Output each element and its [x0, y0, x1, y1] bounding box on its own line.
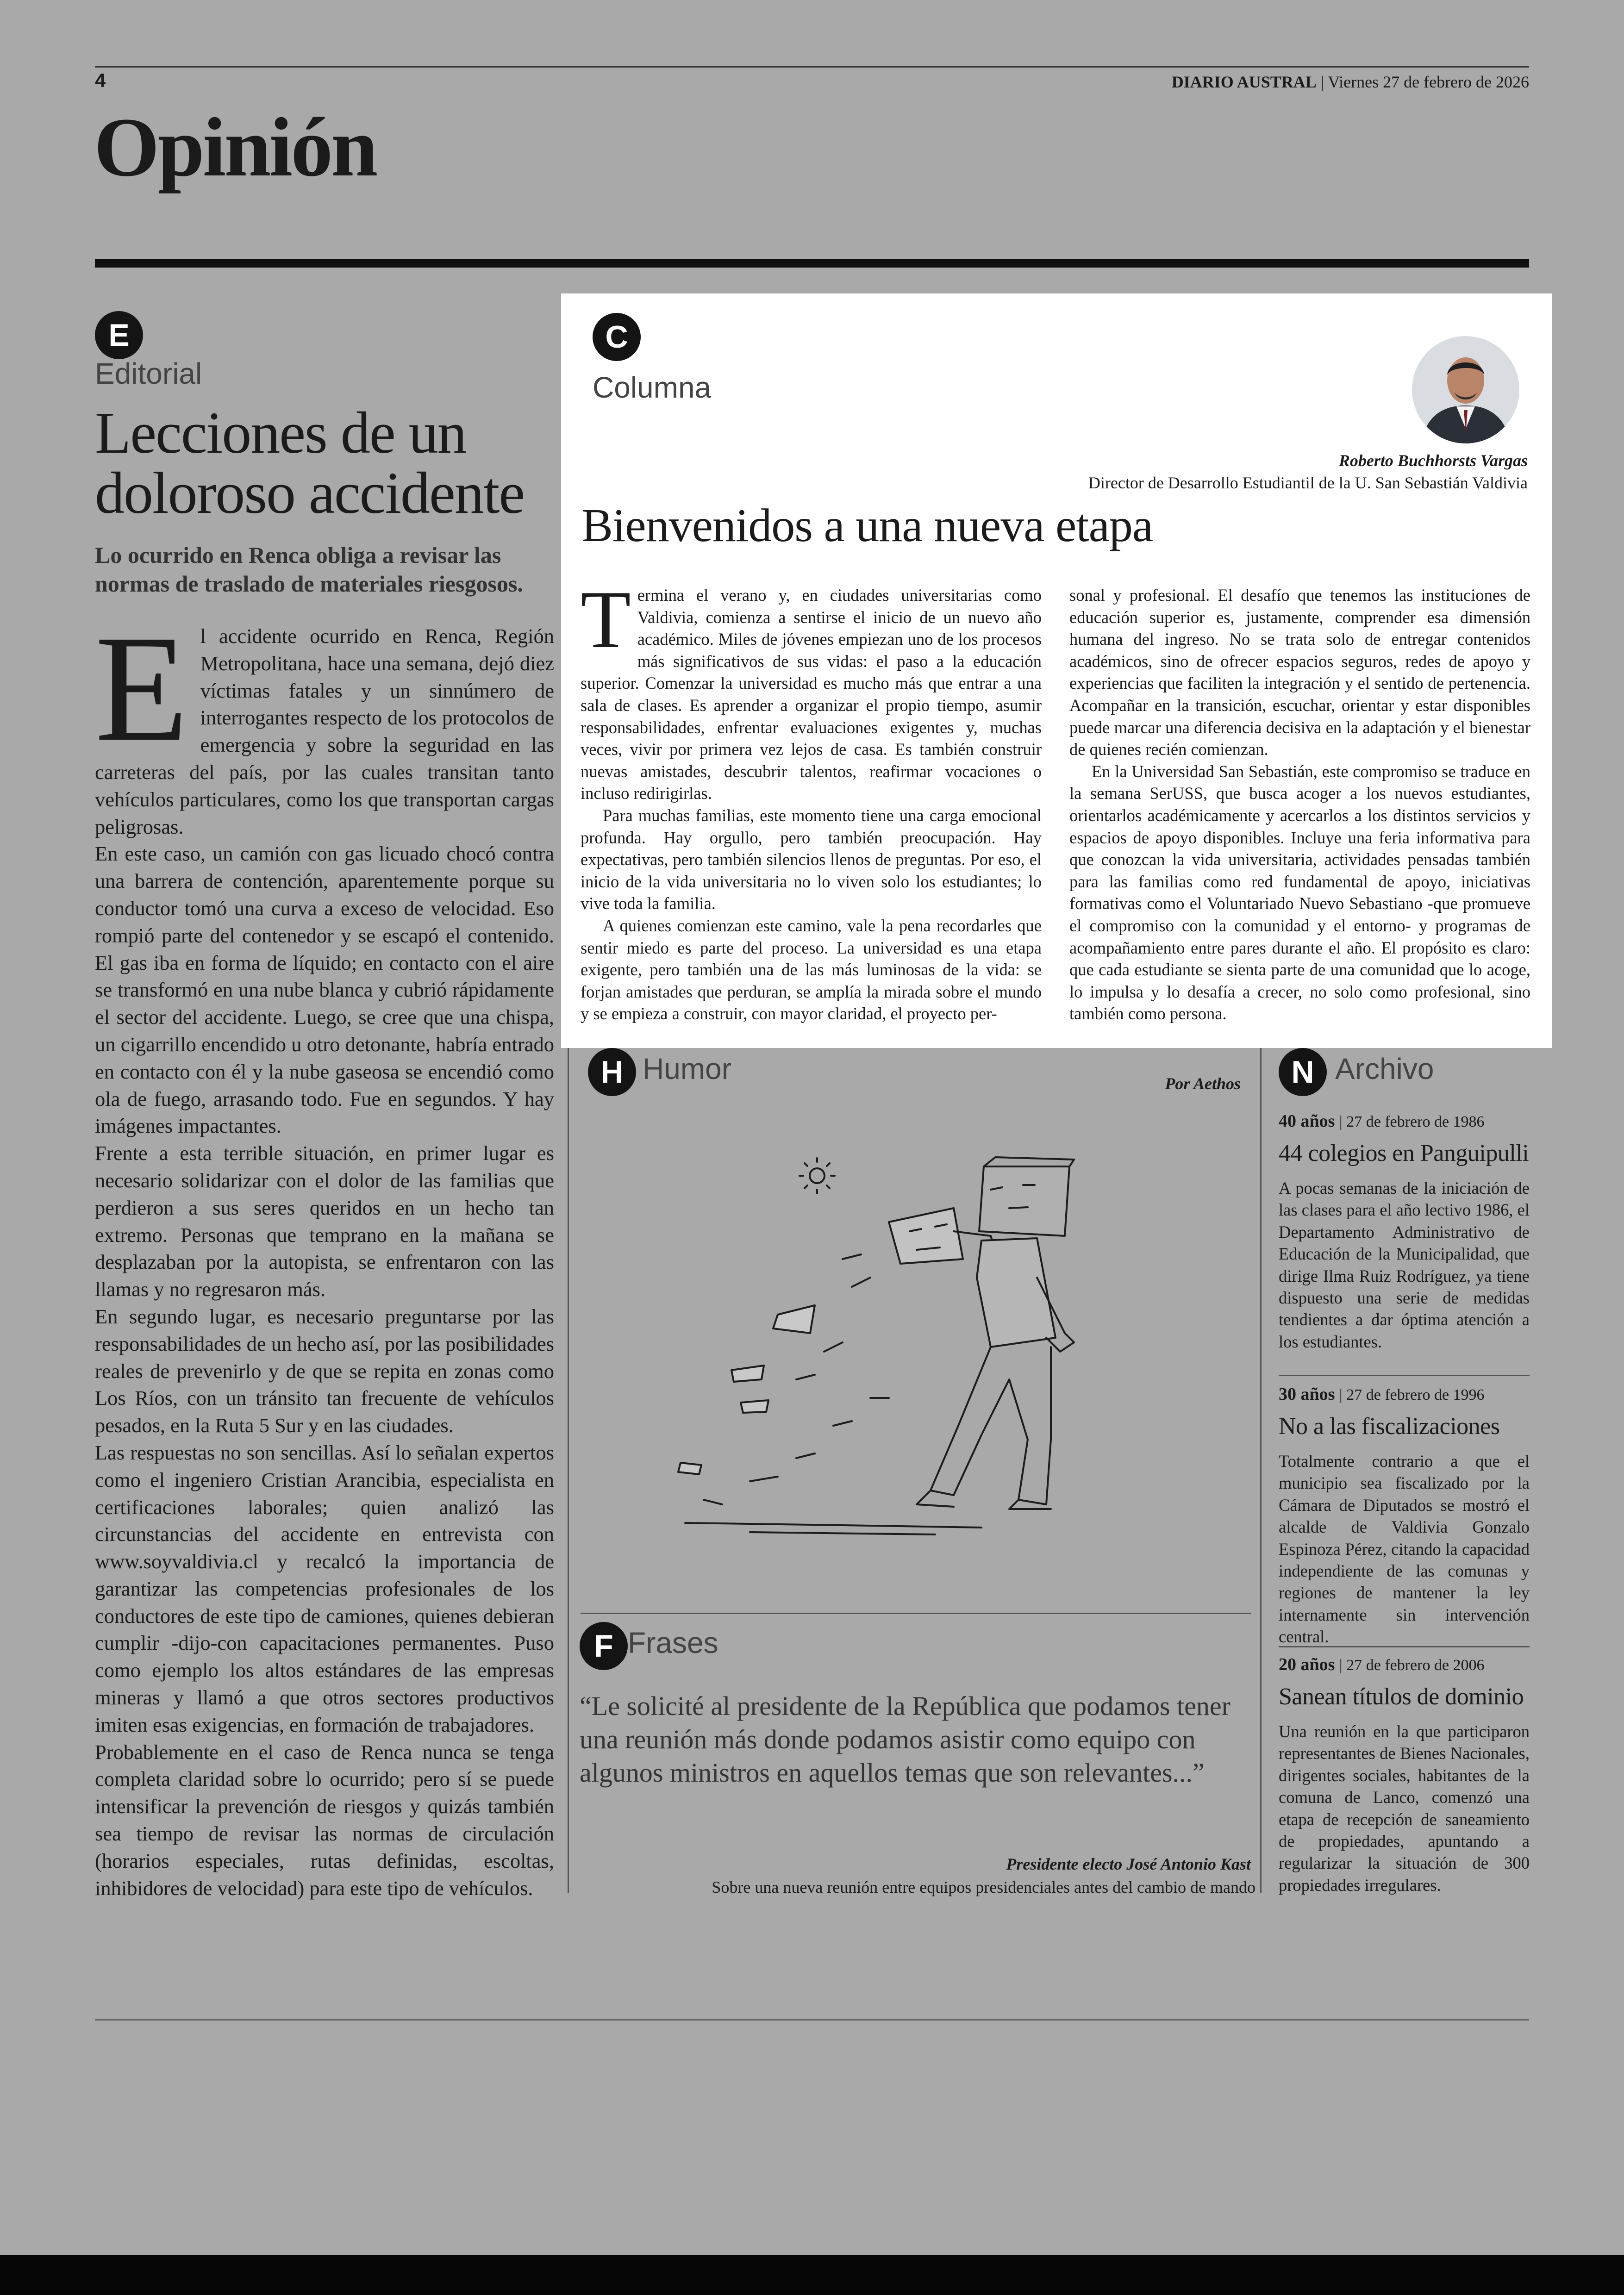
archivo-headline: Sanean títulos de dominio — [1279, 1684, 1524, 1710]
editorial-paragraph: En este caso, un camión con gas licuado chocó contra una barrera de contención, aparentemente porque su conductor tomó una curva a exceso de velocidad. Eso rompió parte del contenedor y se escapó el contenido. El gas iba en forma de líquido; en contacto con el aire se transformó en una nube blanca y cubrió rápidamente el sector del accidente. Luego, se cree que una chispa, un cigarrillo encendido u otro detonante, habría entrado en contacto con él y la nube gaseosa se encendió como ola de fuego, arrasando todo. Fue en segundos. Y hay imágenes impactantes. — [95, 842, 554, 1138]
column-author-role: Director de Desarrollo Estudiantil de la U. San Sebastián Valdivia — [1088, 474, 1528, 492]
column-paragraph: ermina el verano y, en ciudades universitarias como Valdivia, comienza a sentirse el inicio de un nuevo año académico. Miles de jóvenes empiezan uno de los procesos más significativos de sus vidas: el paso a la educación superior. Comenzar la universidad es mucho más que entrar a una sala de clases. Es aprender a organizar el propio tiempo, asumir responsabilidades, enfrentar evaluaciones exigentes y, muchas veces, vivir por primera vez lejos de casa. Es también construir nuevas amistades, descubrir talentos, reafirmar vocaciones o incluso redirigirlas. — [581, 586, 1042, 803]
column-drop-cap: T — [581, 574, 631, 665]
archivo-years: 20 años — [1279, 1655, 1335, 1674]
archivo-years: 40 años — [1279, 1111, 1335, 1131]
frases-context: Sobre una nueva reunión entre equipos presidenciales antes del cambio de mando — [712, 1878, 1255, 1896]
humor-kicker: Humor — [643, 1052, 732, 1085]
column-paragraph: A quienes comienzan este camino, vale la pena recordarles que sentir miedo es parte del proceso. La universidad es una etapa exigente, pero también una de las más luminosas de la vida: se forjan amistades que perduran, se amplía la mirada sobre el mundo y se empieza a construir, con mayor claridad, el proyecto per- — [581, 916, 1042, 1023]
humor-cartoon — [657, 1139, 1120, 1555]
editorial-paragraph: Las respuestas no son sencillas. Así lo señalan expertos como el ingeniero Cristian Arancibia, especialista en certificaciones laborales; quien analizó las circunstancias del accidente en entrevista con www.soyvaldivia.cl y recalcó la importancia de garantizar las competencias profesionales de los conductores de este tipo de camiones, quienes debieran cumplir -dijo-con capacitaciones permanentes. Puso como ejemplo los altos estándares de las empresas mineras y llamó a que otros sectores productivos imiten esas exigencias, en formación de trabajadores. — [95, 1441, 554, 1736]
column-author-name: Roberto Buchhorsts Vargas — [1338, 451, 1528, 470]
archivo-entry — [1279, 1654, 1530, 1896]
masthead-info — [1172, 72, 1529, 92]
editorial-badge: E — [95, 311, 143, 359]
editorial-subtitle: Lo ocurrido en Renca obliga a revisar las normas de traslado de materiales riesgosos. — [95, 542, 523, 597]
frases-quote: “Le solicité al presidente de la República que podamos tener una reunión más donde podamos asistir como equipo con algunos ministros en aquellos temas que son relevantes...” — [580, 1691, 1230, 1788]
frases-badge: F — [580, 1622, 628, 1670]
editorial-paragraph: En segundo lugar, es necesario preguntarse por las responsabilidades de un hecho así, por las posibilidades reales de prevenirlo y de que se repita en zonas como Los Ríos, con un tránsito tan frecuente de vehículos pesados, en la Ruta 5 Sur y en las ciudades. — [95, 1304, 554, 1437]
editorial-paragraph: l accidente ocurrido en Renca, Región Metropolitana, hace una semana, dejó diez víctimas fatales y un sinnúmero de interrogantes respecto de los protocolos de emergencia y sobre la seguridad en las carreteras del país, por las cuales transitan tanto vehículos particulares, como los que transportan cargas peligrosas. — [95, 624, 554, 838]
page-number: 4 — [95, 69, 106, 91]
archivo-headline: 44 colegios en Panguipulli — [1279, 1140, 1529, 1166]
column-paragraph: En la Universidad San Sebastián, este compromiso se traduce en la semana SerUSS, que busca acoger a los nuevos estudiantes, orientarlos académicamente y acercarlos a los distintos servicios y espacios de apoyo disponibles. Incluye una feria informativa para que conozcan la vida universitaria, actividades pensadas también para las familias como red fundamental de apoyo, iniciativas formativas como el Voluntariado Nuevo Sebastiano -que promueve el compromiso con la comunidad y el entorno- y programas de acompañamiento entre pares durante el año. El propósito es claro: que cada estudiante se sienta parte de una comunidad que lo acoge, lo impulsa y lo desafía a crecer, no solo como profesional, sino también como persona. — [1069, 761, 1530, 1023]
issue-date: Viernes 27 de febrero de 2026 — [1328, 73, 1529, 91]
archivo-entry-header — [1279, 1384, 1530, 1404]
humor-rule — [581, 1613, 1251, 1614]
paper-name: DIARIO AUSTRAL — [1171, 73, 1317, 91]
archivo-date: | 27 de febrero de 2006 — [1339, 1657, 1485, 1674]
editorial-kicker: Editorial — [95, 357, 202, 390]
column-box — [561, 293, 1552, 1048]
column-badge: C — [593, 313, 641, 361]
archivo-headline: No a las fiscalizaciones — [1279, 1413, 1500, 1440]
column-text-col2 — [1069, 584, 1530, 1025]
archivo-date: | 27 de febrero de 1986 — [1339, 1113, 1485, 1130]
column-kicker: Columna — [593, 371, 712, 404]
editorial-body — [95, 604, 554, 1902]
archivo-entry — [1279, 1384, 1530, 1648]
archivo-kicker: Archivo — [1335, 1052, 1434, 1085]
column-title: Bienvenidos a una nueva etapa — [581, 499, 1153, 552]
author-portrait-icon — [1412, 336, 1519, 443]
archivo-entry-header — [1279, 1111, 1530, 1131]
author-avatar — [1412, 336, 1519, 443]
archivo-date: | 27 de febrero de 1996 — [1339, 1386, 1485, 1403]
frases-kicker: Frases — [628, 1626, 718, 1659]
archivo-body: Una reunión en la que participaron representantes de Bienes Nacionales, dirigentes sociales, habitantes de la comuna de Lanco, comenzó una etapa de recepción de saneamiento de propiedades, apuntando a regularizar la situación de 300 propiedades irregulares. — [1279, 1722, 1530, 1895]
archivo-rule — [1279, 1375, 1530, 1376]
editorial-paragraph: Frente a esta terrible situación, en primer lugar es necesario solidarizar con el dolor de las familias que perdieron a sus seres queridos en un hecho tan extremo. Personas que temprano en la mañana se desplazaban por la autopista, se enfrentaron con las llamas y no regresaron más. — [95, 1141, 554, 1301]
archivo-body: Totalmente contrario a que el municipio sea fiscalizado por la Cámara de Diputados se mostró el alcalde de Valdivia Gonzalo Espinoza Pérez, citando la capacidad independiente de las comunas y regiones de mantener la ley internamente sin intervención central. — [1279, 1452, 1530, 1646]
separator: | — [1320, 73, 1328, 91]
archivo-entry — [1279, 1111, 1530, 1353]
top-rule — [95, 66, 1529, 68]
archivo-entry-header — [1279, 1654, 1530, 1675]
bottom-bar — [0, 2255, 1624, 2295]
editorial-drop-cap: E — [95, 604, 188, 773]
column-text-col1 — [581, 574, 1042, 1025]
bottom-rule — [95, 2019, 1529, 2021]
humor-badge: H — [588, 1048, 636, 1096]
column-paragraph: Para muchas familias, este momento tiene una carga emocional profunda. Hay orgullo, pero también preocupación. Hay expectativas, pero también silencios llenos de preguntas. Por eso, el inicio de la vida universitaria no lo viven solo los estudiantes; lo vive toda la familia. — [581, 805, 1042, 913]
section-rule — [95, 259, 1529, 268]
section-title: Opinión — [94, 101, 376, 194]
archivo-years: 30 años — [1279, 1384, 1335, 1404]
right-divider — [1260, 1048, 1262, 1893]
editorial-paragraph: Probablemente en el caso de Renca nunca se tenga completa claridad sobre lo ocurrido; pero sí se puede intensificar la prevención de riesgos y quizás también sea tiempo de revisar las normas de circulación (horarios especiales, rutas definidas, escoltas, inhibidores de velocidad) para este tipo de vehículos. — [95, 1740, 554, 1900]
editorial-title: Lecciones de un doloroso accidente — [95, 400, 525, 526]
humor-credit: Por Aethos — [1165, 1074, 1241, 1093]
archivo-body: A pocas semanas de la iniciación de las clases para el año lectivo 1986, el Departamento Administrativo de Educación de la Municipalidad, que dirige Ilma Ruiz Rodríguez, ya tiene dispuesto una serie de medidas tendientes a dar óptima atención a los estudiantes. — [1279, 1179, 1530, 1351]
column-paragraph: sonal y profesional. El desafío que tenemos las instituciones de educación superior es, justamente, comprender esa dimensión humana del ingreso. No se trata solo de entregar contenidos académicos, sino de ofrecer espacios seguros, redes de apoyo y experiencias que faciliten la integración y el sentido de pertenencia. Acompañar en la transición, escuchar, orientar y estar disponibles puede marcar una diferencia decisiva en la adaptación y el bienestar de quienes recién comienzan. — [1069, 586, 1530, 759]
archivo-rule — [1279, 1646, 1530, 1647]
frases-attribution: Presidente electo José Antonio Kast — [1006, 1855, 1251, 1873]
archivo-badge: N — [1279, 1048, 1327, 1096]
